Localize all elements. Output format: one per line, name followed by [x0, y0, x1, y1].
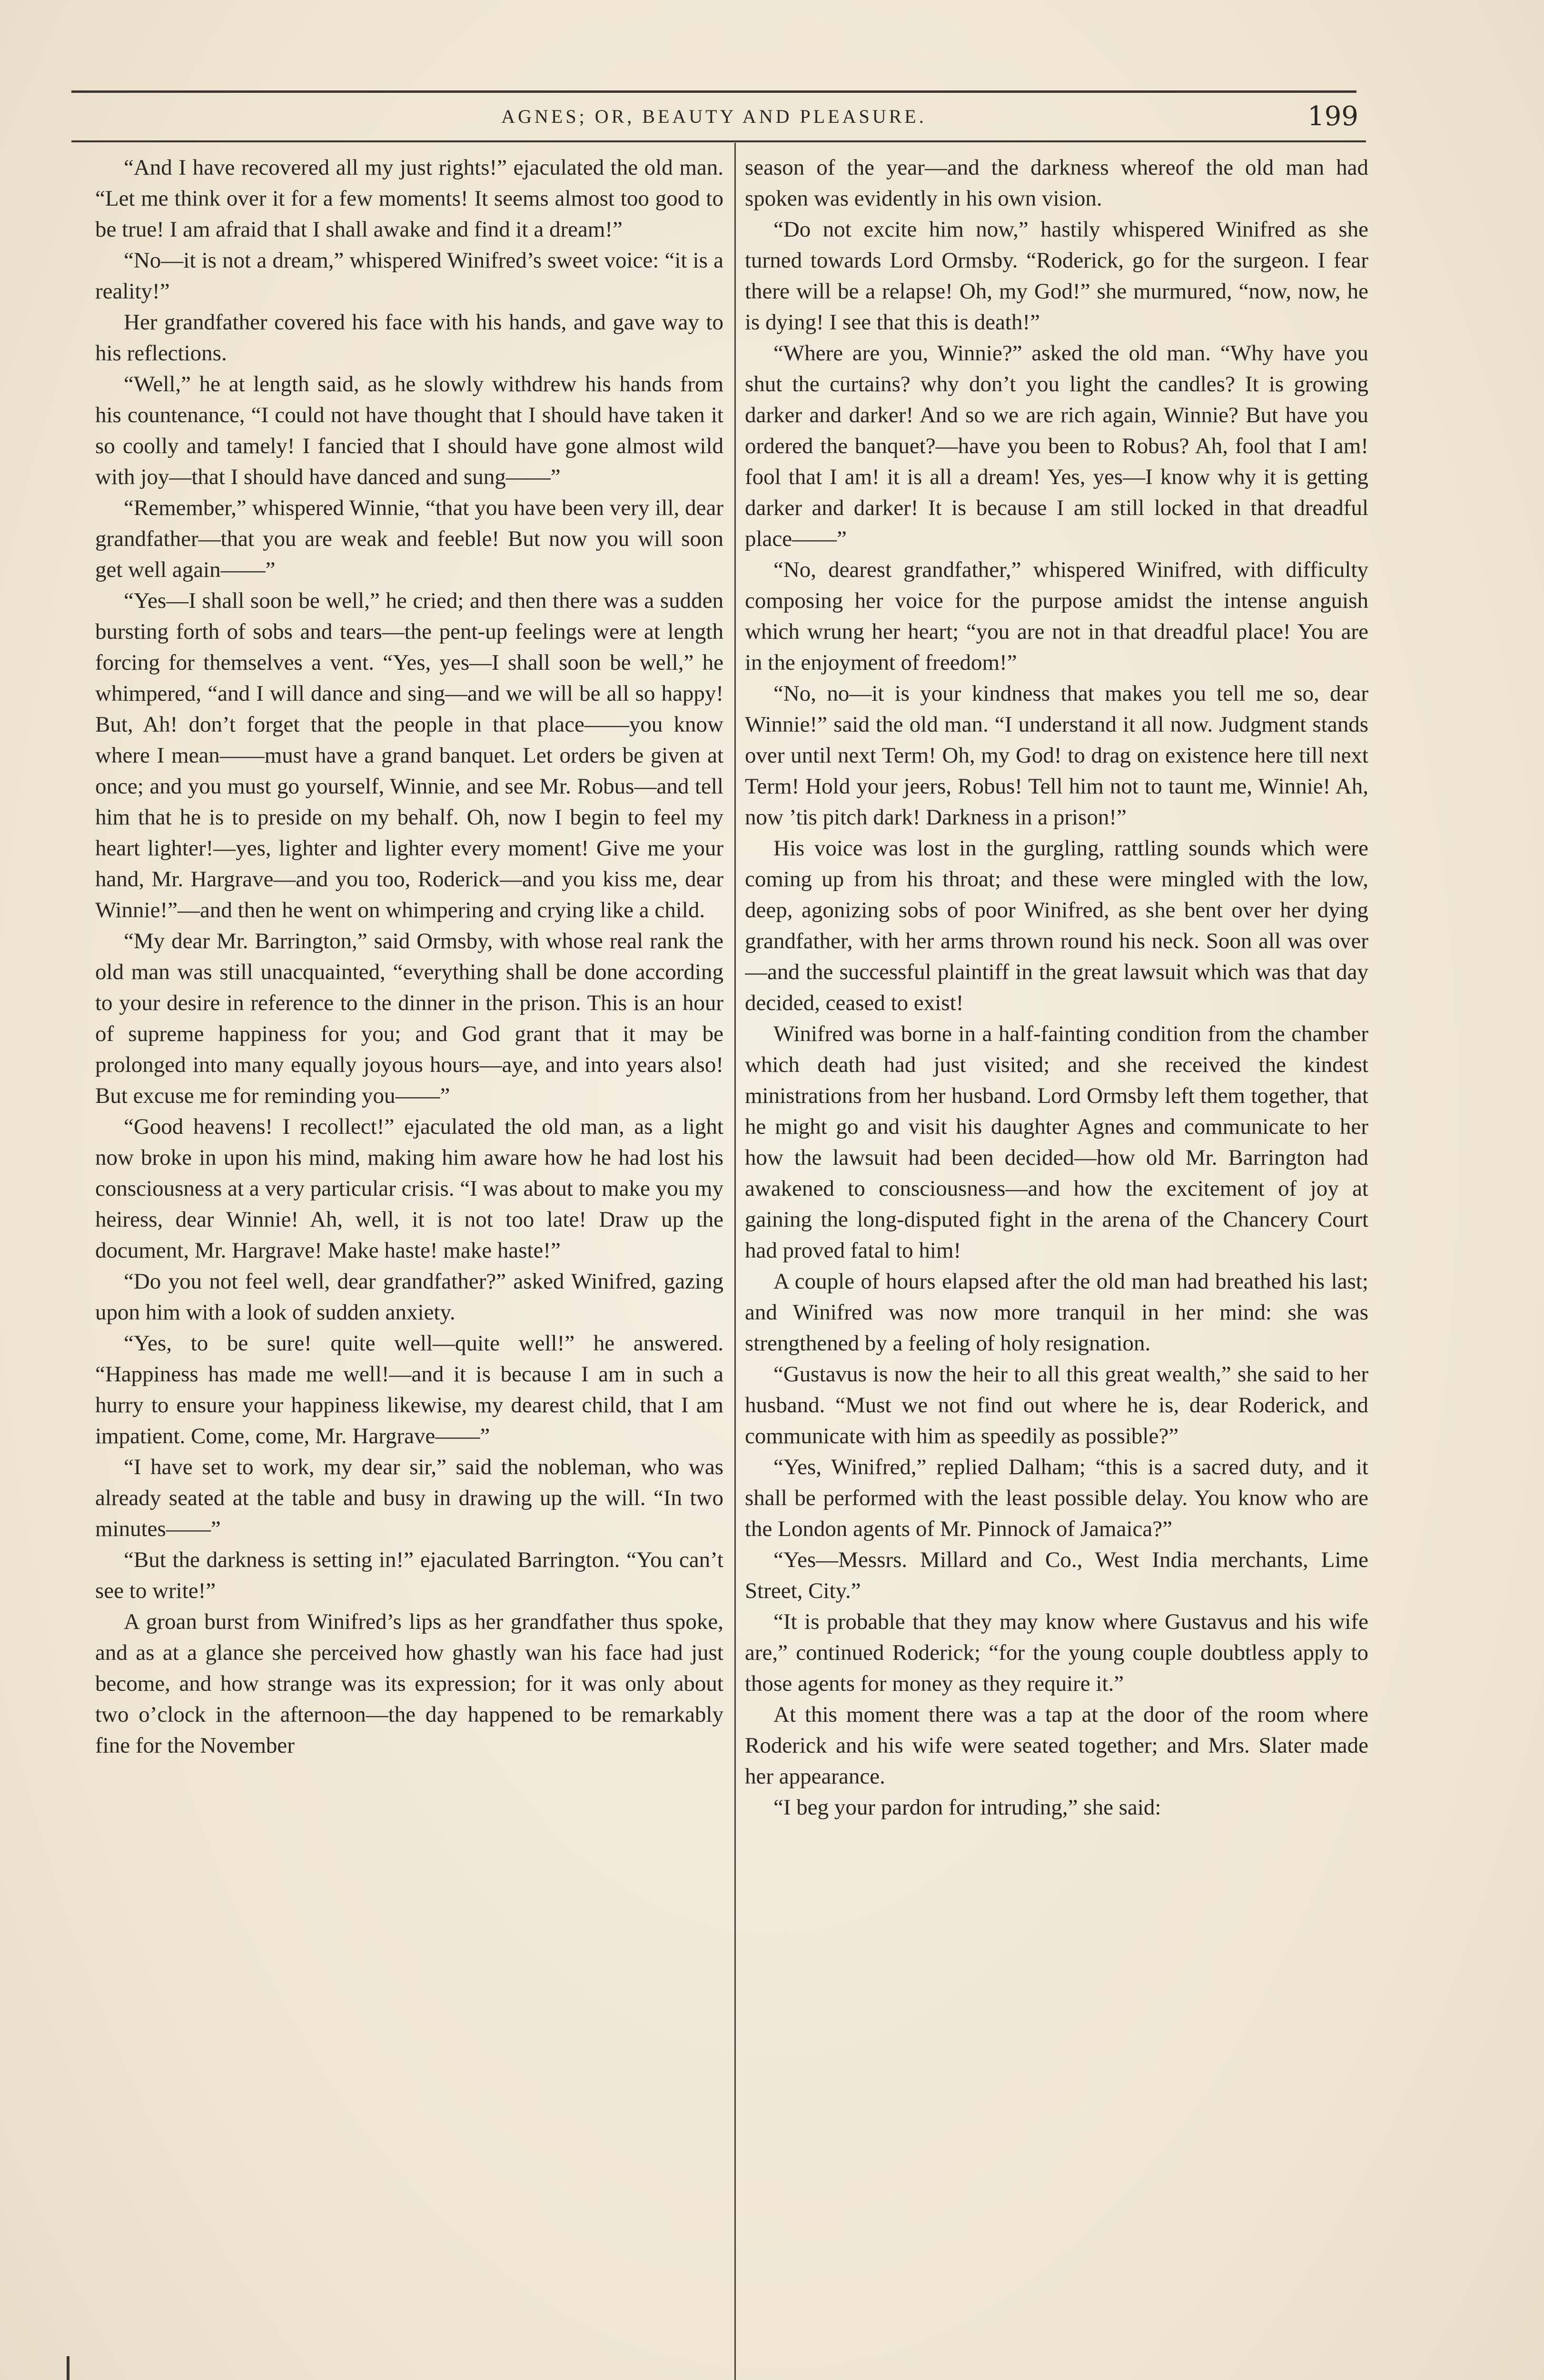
paragraph: A groan burst from Winifred’s lips as her grandfather thus spoke, and as at a glance she perceived how ghastly wan his face had just become, and how strange was its expression; for it was only about two o’clock in the afternoon—the day happened to be remarkably fine for the November: [95, 1609, 723, 1758]
paragraph: “My dear Mr. Barrington,” said Ormsby, with whose real rank the old man was still unacquainted, “everything shall be done according to your desire in reference to the dinner in the prison. This is an hour of supreme happiness for you; and God grant that it may be prolonged into many equally joyous hours—aye, and into years also! But excuse me for reminding you——”: [95, 929, 723, 1108]
paragraph: “Yes—I shall soon be well,” he cried; and then there was a sudden bursting forth of sobs and tears—the pent-up feelings were at length forcing for themselves a vent. “Yes, yes—I shall soon be well,” he whimpered, “and I will dance and sing—and we will be all so happy! But, Ah! don’t forget that the people in that place——you know where I mean——must have a grand banquet. Let orders be given at once; and you must go yourself, Winnie, and see Mr. Robus—and tell him that he is to preside on my behalf. Oh, now I begin to feel my heart lighter!—yes, lighter and lighter every moment! Give me your hand, Mr. Hargrave—and you too, Roderick—and you kiss me, dear Winnie!”—and then he went on whimpering and crying like a child.: [95, 588, 723, 922]
paragraph: “No, no—it is your kindness that makes you tell me so, dear Winnie!” said the old man. “I understand it all now. Judgment stands over until next Term! Oh, my God! to drag on existence here till next Term! Hold your jeers, Robus! Tell him not to taunt me, Winnie! Ah, now ’tis pitch dark! Darkness in a prison!”: [745, 681, 1368, 830]
header-rule-top: [71, 90, 1356, 93]
header-rule-bottom: [71, 140, 1366, 142]
paragraph: Her grandfather covered his face with his hands, and gave way to his reflections.: [95, 310, 723, 366]
paragraph: “Yes—Messrs. Millard and Co., West India merchants, Lime Street, City.”: [745, 1547, 1368, 1603]
right-column: [745, 152, 1368, 2380]
paragraph: “Well,” he at length said, as he slowly withdrew his hands from his countenance, “I could not have thought that I should have taken it so coolly and tamely! I fancied that I should have gone almost wild with joy—that I should have danced and sung——”: [95, 372, 723, 489]
paragraph: “No, dearest grandfather,” whispered Winifred, with difficulty composing her voice for the purpose amidst the intense anguish which wrung her heart; “you are not in that dreadful place! You are in the enjoyment of freedom!”: [745, 557, 1368, 675]
paragraph-continued: season of the year—and the darkness whereof the old man had spoken was evidently in his own vision.: [745, 155, 1368, 211]
left-column: [95, 152, 723, 2380]
page-number: 199: [1307, 101, 1358, 132]
paragraph: “Yes, Winifred,” replied Dalham; “this is a sacred duty, and it shall be performed with the least possible delay. You know who are the London agents of Mr. Pinnock of Jamaica?”: [745, 1455, 1368, 1541]
paragraph: “And I have recovered all my just rights!” ejaculated the old man. “Let me think over it for a few moments! It seems almost too good to be true! I am afraid that I shall awake and find it a dream!”: [95, 155, 723, 242]
paragraph: “Gustavus is now the heir to all this great wealth,” she said to her husband. “Must we not find out where he is, dear Roderick, and communicate with him as speedily as possible?”: [745, 1362, 1368, 1448]
paragraph: His voice was lost in the gurgling, rattling sounds which were coming up from his throat; and these were mingled with the low, deep, agonizing sobs of poor Winifred, as she bent over her dying grandfather, with her arms thrown round his neck. Soon all was over—and the successful plaintiff in the great lawsuit which was that day decided, ceased to exist!: [745, 836, 1368, 1015]
paragraph: Winifred was borne in a half-fainting condition from the chamber which death had just visited; and she received the kindest ministrations from her husband. Lord Ormsby left them together, that he might go and visit his daughter Agnes and communicate to her how the lawsuit had been decided—how old Mr. Barrington had awakened to consciousness—and how the excitement of joy at gaining the long-disputed fight in the arena of the Chancery Court had proved fatal to him!: [745, 1021, 1368, 1263]
running-title: AGNES; OR, BEAUTY AND PLEASURE.: [501, 106, 927, 127]
paragraph: “I beg your pardon for intruding,” she said:: [773, 1795, 1161, 1820]
paragraph: A couple of hours elapsed after the old man had breathed his last; and Winifred was now more tranquil in her mind: she was strengthened by a feeling of holy resignation.: [745, 1269, 1368, 1356]
paragraph: “Remember,” whispered Winnie, “that you have been very ill, dear grandfather—that you are weak and feeble! But now you will soon get well again——”: [95, 496, 723, 582]
paragraph: “No—it is not a dream,” whispered Winifred’s sweet voice: “it is a reality!”: [95, 248, 723, 304]
paragraph: “Where are you, Winnie?” asked the old man. “Why have you shut the curtains? why don’t you light the candles? It is growing darker and darker! And so we are rich again, Winnie? But have you ordered the banquet?—have you been to Robus? Ah, fool that I am! fool that I am! it is all a dream! Yes, yes—I know why it is getting darker and darker! It is because I am still locked in that dreadful place——”: [745, 341, 1368, 551]
paragraph: “Do not excite him now,” hastily whispered Winifred as she turned towards Lord Ormsby. “Roderick, go for the surgeon. I fear there will be a relapse! Oh, my God!” she murmured, “now, now, he is dying! I see that this is death!”: [745, 217, 1368, 335]
paragraph: “Do you not feel well, dear grandfather?” asked Winifred, gazing upon him with a look of sudden anxiety.: [95, 1269, 723, 1325]
margin-mark: [67, 2356, 69, 2380]
paragraph: “Yes, to be sure! quite well—quite well!” he answered. “Happiness has made me well!—and it is because I am in such a hurry to ensure your happiness likewise, my dearest child, that I am impatient. Come, come, Mr. Hargrave——”: [95, 1331, 723, 1448]
paragraph: “Good heavens! I recollect!” ejaculated the old man, as a light now broke in upon his mind, making him aware how he had lost his consciousness at a very particular crisis. “I was about to make you my heiress, dear Winnie! Ah, well, it is not too late! Draw up the document, Mr. Hargrave! Make haste! make haste!”: [95, 1114, 723, 1263]
paragraph: “I have set to work, my dear sir,” said the nobleman, who was already seated at the table and busy in drawing up the will. “In two minutes——”: [95, 1455, 723, 1541]
paragraph: “It is probable that they may know where Gustavus and his wife are,” continued Roderick; “for the young couple doubtless apply to those agents for money as they require it.”: [745, 1609, 1368, 1696]
paragraph: At this moment there was a tap at the door of the room where Roderick and his wife were seated together; and Mrs. Slater made her appearance.: [745, 1702, 1368, 1789]
paragraph: “But the darkness is setting in!” ejaculated Barrington. “You can’t see to write!”: [95, 1547, 723, 1603]
column-divider: [734, 143, 736, 2380]
